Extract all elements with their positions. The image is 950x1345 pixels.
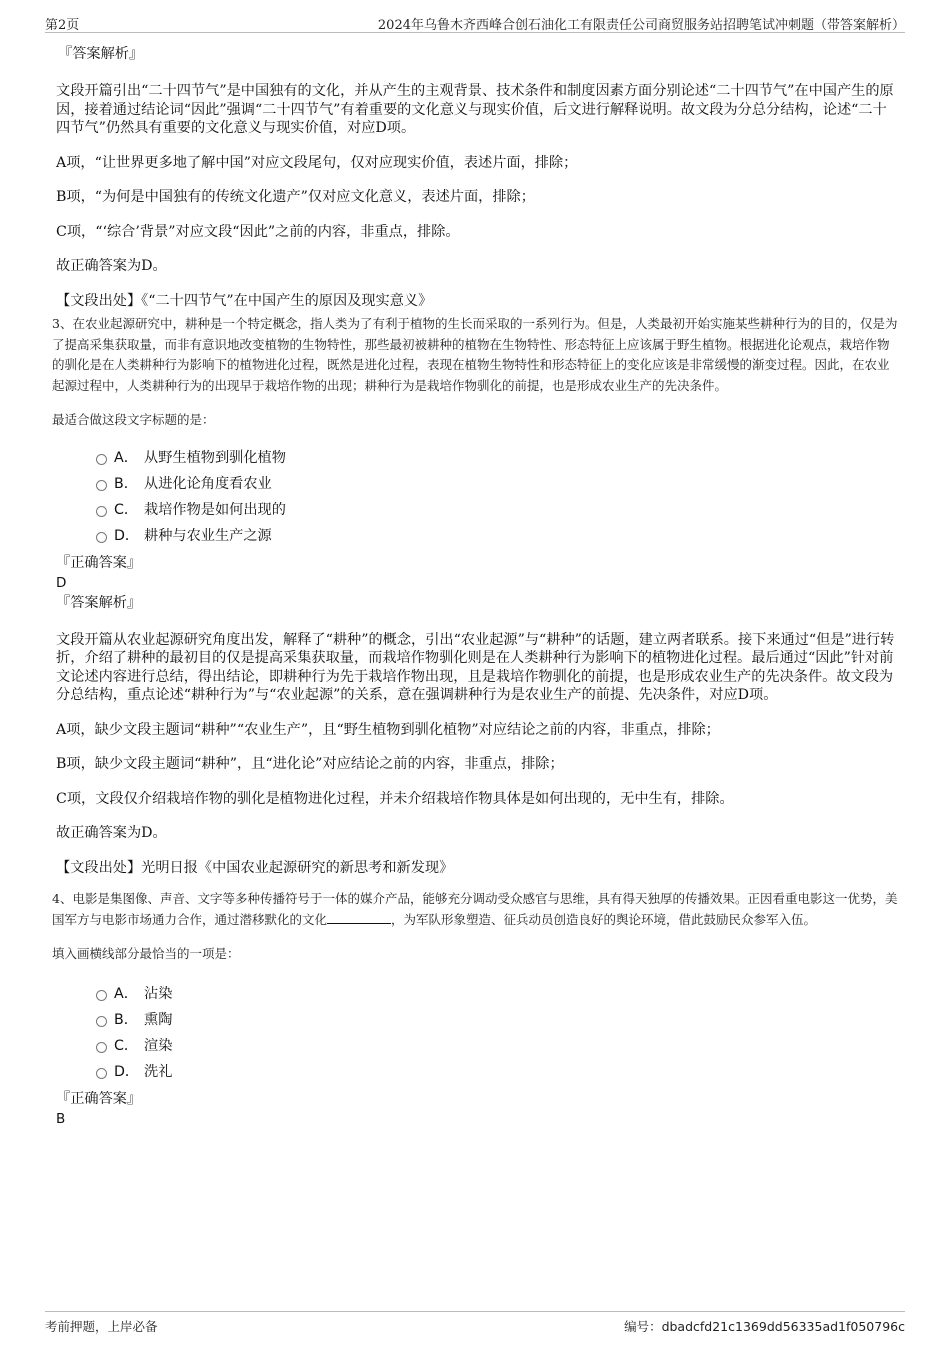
option-text: 熏陶 — [144, 1011, 173, 1028]
option-label: D． — [114, 1063, 140, 1080]
q3-option-b-explain: B项，缺少文段主题词“耕种”，且“进化论”对应结论之前的内容，非重点，排除； — [56, 756, 564, 772]
q3-option-d[interactable] — [96, 523, 898, 549]
q2-source: 【文段出处】《“二十四节气”在中国产生的原因及现实意义》 — [56, 292, 433, 309]
q4-answer-label: 『正确答案』 — [56, 1090, 142, 1107]
option-label: B． — [114, 475, 138, 492]
radio-icon[interactable] — [96, 532, 107, 543]
q2-option-a-explain: A项，“让世界更多地了解中国”对应文段尾句，仅对应现实价值，表述片面，排除； — [56, 154, 578, 171]
q2-option-b-explain: B项，“为何是中国独有的传统文化遗产”仅对应文化意义，表述片面，排除； — [56, 189, 535, 205]
option-label: B． — [114, 1011, 138, 1028]
q3-option-a[interactable] — [96, 445, 898, 471]
page-footer — [45, 1311, 905, 1336]
q3-analysis: 文段开篇从农业起源研究角度出发，解释了“耕种”的概念，引出“农业起源”与“耕种”的话题，建立两者联系。接下来通过“但是”进行转折，介绍了耕种的最初目的仅是提高采集获取量，而栽培作物驯化则是在人类耕种行为影响下的植物进化过程。最后通过“因此”针对前文论述内容进行总结，得出结论，即耕种行为先于栽培作物出现，且是栽培作物驯化的前提，也是形成农业生产的先决条件。故文段为分总结构，重点论述“耕种行为”与“农业起源”的关系，意在强调耕种行为是农业生产的前提、先决条件，对应D项。 — [56, 631, 895, 703]
q4-stem-before: 4、电影是集图像、声音、文字等多种传播符号于一体的媒介产品，能够充分调动受众感官与思维，具有得天独厚的传播效果。正因看重电影这一优势，美国军方与电影市场通力合作，通过潜移默化的文化 — [52, 891, 898, 927]
q4-option-a[interactable] — [96, 981, 898, 1007]
option-label: D． — [114, 527, 140, 544]
page-number: 第2页 — [45, 18, 80, 33]
q2-analysis: 文段开篇引出“二十四节气”是中国独有的文化，并从产生的主观背景、技术条件和制度因素方面分别论述“二十四节气”在中国产生的原因，接着通过结论词“因此”强调“二十四节气”有着重要的文化意义与现实价值，后文进行解释说明。故文段为分总分结构，论述“二十四节气”仍然具有重要的文化意义与现实价值，对应D项。 — [56, 83, 894, 136]
option-label: C． — [114, 1037, 139, 1054]
radio-icon[interactable] — [96, 1042, 107, 1053]
q3-source: 【文段出处】光明日报《中国农业起源研究的新思考和新发现》 — [56, 859, 454, 876]
radio-icon[interactable] — [96, 1068, 107, 1079]
option-text: 洗礼 — [144, 1063, 173, 1080]
fill-in-blank — [327, 911, 391, 924]
radio-icon[interactable] — [96, 480, 107, 491]
q3-option-a-explain: A项，缺少文段主题词“耕种”“农业生产”，且“野生植物到驯化植物”对应结论之前的内容，非重点，排除； — [56, 721, 720, 738]
option-text: 沾染 — [144, 985, 173, 1002]
q4-question: 填入画横线部分最恰当的一项是： — [52, 946, 240, 961]
q4-option-b[interactable] — [96, 1007, 898, 1033]
q2-option-c-explain: C项，“‘综合’背景”对应文段“因此”之前的内容，非重点，排除。 — [56, 223, 460, 240]
radio-icon[interactable] — [96, 506, 107, 517]
option-text: 栽培作物是如何出现的 — [144, 501, 286, 518]
option-text: 渲染 — [144, 1037, 173, 1054]
document-id: 编号：dbadcfd21c1369dd56335ad1f050796c — [624, 1319, 905, 1334]
option-label: A． — [114, 449, 138, 466]
option-label: A． — [114, 985, 138, 1002]
q4-option-d[interactable] — [96, 1059, 898, 1085]
q4-option-c[interactable] — [96, 1033, 898, 1059]
q3-answer: D — [56, 574, 67, 591]
option-label: C． — [114, 501, 139, 518]
q3-conclusion: 故正确答案为D。 — [56, 825, 167, 841]
radio-icon[interactable] — [96, 1016, 107, 1027]
q3-question: 最适合做这段文字标题的是： — [52, 412, 215, 427]
document-title: 2024年乌鲁木齐西峰合创石油化工有限责任公司商贸服务站招聘笔试冲刺题（带答案解析） — [377, 18, 905, 33]
q3-answer-label: 『正确答案』 — [56, 554, 142, 571]
q3-option-c-explain: C项，文段仅介绍栽培作物的驯化是植物进化过程，并未介绍栽培作物具体是如何出现的，无中生有，排除。 — [56, 790, 734, 807]
option-text: 耕种与农业生产之源 — [144, 527, 272, 544]
radio-icon[interactable] — [96, 454, 107, 465]
q4-answer: B — [56, 1110, 66, 1127]
option-text: 从进化论角度看农业 — [144, 475, 272, 492]
q4-options — [56, 981, 898, 1085]
radio-icon[interactable] — [96, 990, 107, 1001]
q4-stem-after: ，为军队形象塑造、征兵动员创造良好的舆论环境，借此鼓励民众参军入伍。 — [391, 911, 817, 927]
page-header — [45, 12, 905, 33]
q3-option-b[interactable] — [96, 471, 898, 497]
q4-stem — [52, 889, 898, 930]
q3-stem: 3、在农业起源研究中，耕种是一个特定概念，指人类为了有利于植物的生长而采取的一系列行为。但是，人类最初开始实施某些耕种行为的目的，仅是为了提高采集获取量，而非有意识地改变植物的生物特性，那些最初被耕种的植物在生物特性、形态特征上应该属于野生植物。根据进化论观点，栽培作物的驯化是在人类耕种行为影响下的植物进化过程，既然是进化过程，表现在植物生物特性和形态特征上的变化应该是非常缓慢的渐变过程。因此，在农业起源过程中，人类耕种行为的出现早于栽培作物的出现；耕种行为是栽培作物驯化的前提，也是形成农业生产的先决条件。 — [52, 316, 898, 393]
q3-option-c[interactable] — [96, 497, 898, 523]
q2-analysis-label: 『答案解析』 — [58, 46, 144, 62]
q3-analysis-label: 『答案解析』 — [56, 594, 142, 611]
footer-slogan: 考前押题，上岸必备 — [45, 1319, 158, 1334]
q2-conclusion: 故正确答案为D。 — [56, 258, 167, 274]
option-text: 从野生植物到驯化植物 — [144, 449, 286, 466]
page-content — [52, 44, 898, 1129]
q3-options — [56, 445, 898, 549]
